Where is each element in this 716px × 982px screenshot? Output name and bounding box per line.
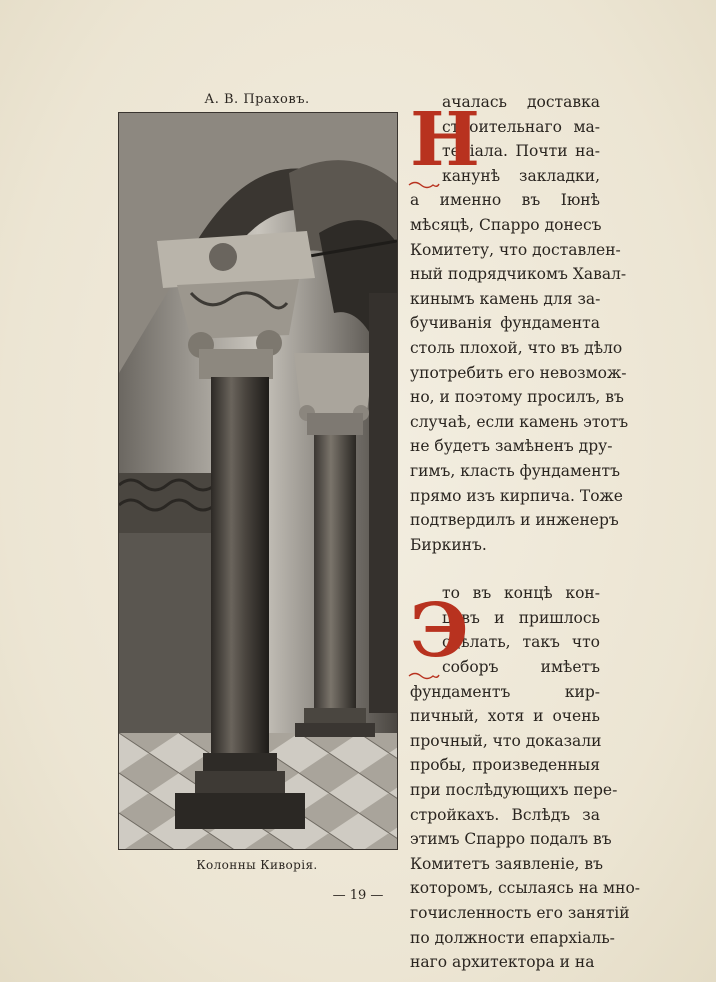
- page-number: — 19 —: [332, 888, 384, 903]
- text-line: строительнаго ма-: [442, 117, 600, 136]
- text-line: бучиванія фундамента: [410, 314, 600, 333]
- text-line: случаѣ, если камень этотъ: [410, 412, 629, 431]
- text-line: гимъ, класть фундаментъ: [410, 461, 620, 480]
- text-line: пичный, хотя и очень: [410, 707, 600, 726]
- text-line: теріала. Почти на-: [442, 142, 600, 161]
- text-column: [410, 90, 641, 975]
- text-line: цовъ и пришлось: [442, 608, 600, 627]
- text-line: по должности епархіаль-: [410, 928, 615, 947]
- text-line: ачалась доставка: [442, 93, 600, 111]
- columns-photograph: [118, 112, 398, 850]
- figure-caption: Колонны Киворія.: [196, 858, 318, 872]
- text-line: при послѣдующихъ пере-: [410, 781, 618, 800]
- flourish-icon: [407, 180, 441, 190]
- drop-cap-letter: Н: [410, 97, 480, 183]
- drop-cap-n: [410, 94, 480, 186]
- text-line: а именно въ Іюнѣ: [410, 191, 600, 210]
- paragraph-2: [410, 581, 641, 975]
- text-line: наго архитектора и на: [410, 953, 595, 972]
- text-line: фундаментъ кир-: [410, 682, 600, 701]
- text-line: гочисленность его занятій: [410, 904, 630, 922]
- text-line: то въ концѣ кон-: [442, 584, 600, 603]
- text-line: подтвердилъ и инженеръ: [410, 511, 619, 530]
- text-line: канунѣ закладки,: [442, 166, 600, 185]
- drop-cap-e: [410, 585, 469, 677]
- paragraph-1: [410, 90, 629, 557]
- text-line: сдѣлать, такъ что: [442, 633, 600, 652]
- text-line: прочный, что доказали: [410, 731, 602, 750]
- text-line: Комитетъ заявленіе, въ: [410, 854, 603, 873]
- drop-cap-letter: Э: [410, 588, 469, 675]
- text-line: которомъ, ссылаясь на мно-: [410, 879, 641, 898]
- text-line: стройкахъ. Вслѣдъ за: [410, 805, 600, 824]
- text-line: пробы, произведенныя: [410, 756, 600, 775]
- text-line: употребить его невозмож-: [410, 363, 627, 382]
- flourish-icon: [407, 671, 441, 681]
- text-line: не будетъ замѣненъ дру-: [410, 437, 613, 456]
- figure-header: А. В. Праховъ.: [204, 92, 310, 107]
- text-line: соборъ имѣетъ: [442, 658, 600, 677]
- text-line: столь плохой, что въ дѣло: [410, 338, 623, 357]
- text-line: этимъ Спарро подалъ въ: [410, 830, 612, 849]
- text-line: Комитету, что доставлен-: [410, 240, 621, 259]
- text-line: кинымъ камень для за-: [410, 289, 601, 308]
- columns-illustration: [119, 113, 397, 849]
- text-line: прямо изъ кирпича. Тоже: [410, 486, 623, 505]
- text-line: мѣсяцѣ, Спарро донесъ: [410, 215, 602, 234]
- text-line: Биркинъ.: [410, 535, 487, 554]
- text-line: ный подрядчикомъ Хавал-: [410, 265, 627, 284]
- text-line: но, и поэтому просилъ, въ: [410, 388, 624, 407]
